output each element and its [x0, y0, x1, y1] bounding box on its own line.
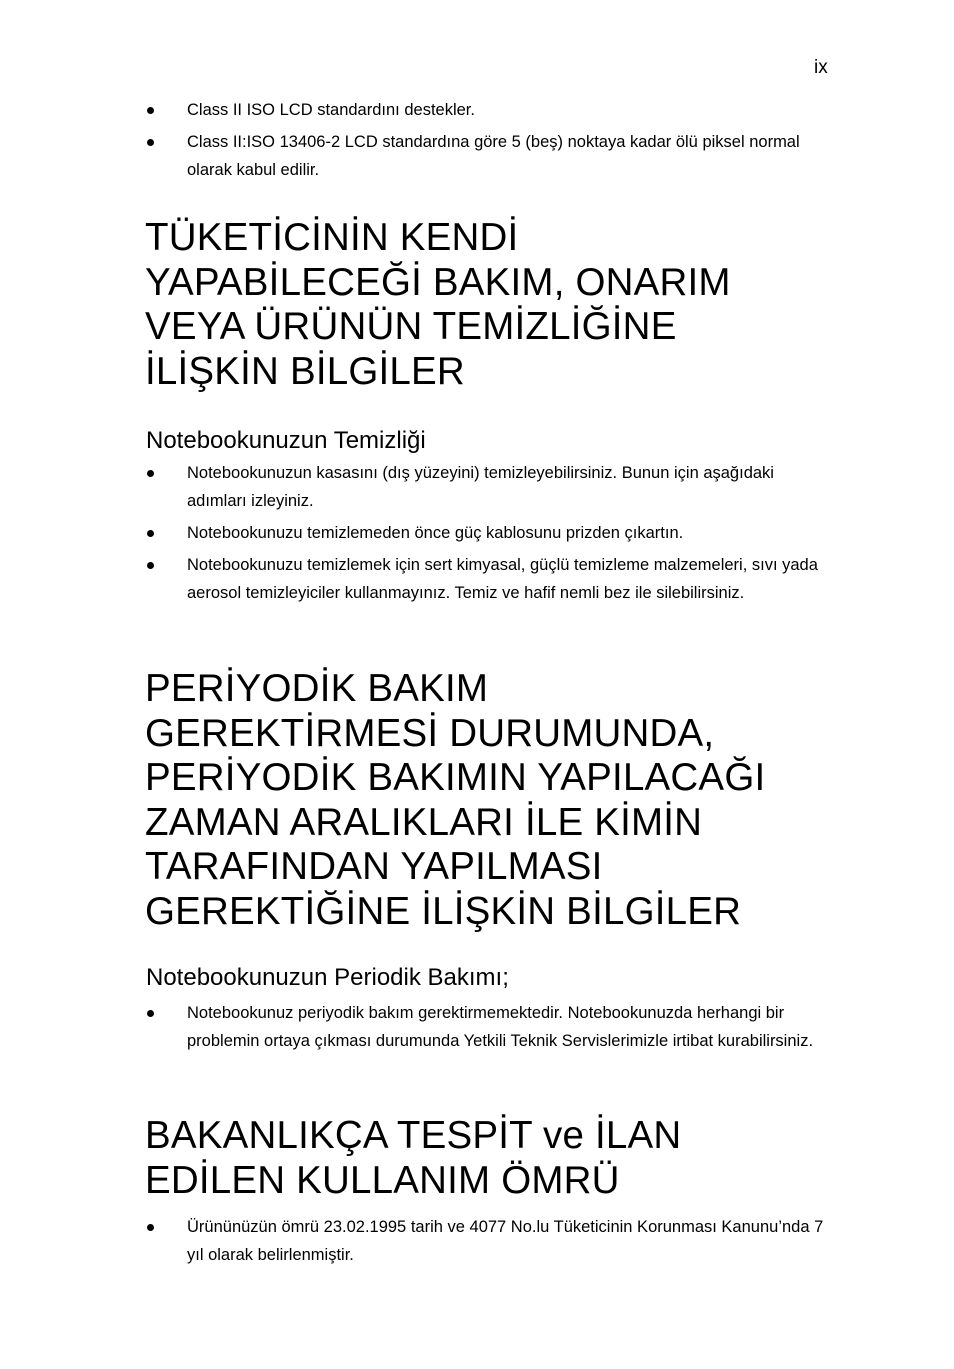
list-item	[146, 459, 836, 515]
heading-line: GEREKTİĞİNE İLİŞKİN BİLGİLER	[145, 889, 742, 933]
heading-line: İLİŞKİN BİLGİLER	[145, 349, 465, 393]
heading-line: PERİYODİK BAKIM	[145, 667, 489, 710]
bullet-icon	[147, 1010, 154, 1017]
periodic-bullet-list	[146, 999, 836, 1059]
section-heading-lifetime	[145, 1114, 681, 1203]
heading-line: TARAFINDAN YAPILMASI	[145, 845, 603, 888]
list-item	[146, 96, 836, 124]
bullet-icon	[147, 470, 154, 477]
bullet-text: Notebookunuzun kasasını (dış yüzeyini) temizleyebilirsiniz. Bunun için aşağıdaki adımları izleyiniz.	[187, 464, 774, 510]
heading-line: BAKANLIKÇA TESPİT ve İLAN	[145, 1114, 682, 1157]
section-heading-consumer-maintenance	[145, 216, 731, 394]
heading-line: TÜKETİCİNİN KENDİ	[145, 216, 519, 259]
page-number: ix	[814, 57, 828, 78]
heading-line: EDİLEN KULLANIM ÖMRÜ	[145, 1158, 620, 1202]
bullet-icon	[147, 530, 154, 537]
list-item	[146, 128, 836, 184]
section-heading-periodic-maintenance	[145, 667, 765, 934]
list-item	[146, 999, 836, 1055]
bullet-text: Ürününüzün ömrü 23.02.1995 tarih ve 4077 No.lu Tüketicinin Korunması Kanunu’nda 7 yıl olarak belirlenmiştir.	[187, 1218, 824, 1264]
list-item	[146, 551, 836, 607]
bullet-text: Notebookunuzu temizlemeden önce güç kablosunu prizden çıkartın.	[187, 524, 684, 542]
bullet-icon	[147, 139, 154, 146]
bullet-icon	[147, 562, 154, 569]
lifetime-bullet-list	[146, 1213, 836, 1273]
bullet-text: Notebookunuzu temizlemek için sert kimyasal, güçlü temizleme malzemeleri, sıvı yada aerosol temizleyiciler kullanmayınız. Temiz ve hafif nemli bez ile silebilirsiniz.	[187, 556, 818, 602]
subheading-cleaning: Notebookunuzun Temizliği	[146, 427, 426, 454]
heading-line: VEYA ÜRÜNÜN TEMİZLİĞİNE	[145, 305, 677, 348]
subheading-periodic: Notebookunuzun Periodik Bakımı;	[146, 964, 509, 991]
heading-line: YAPABİLECEĞİ BAKIM, ONARIM	[145, 260, 731, 304]
intro-bullet-list	[146, 96, 836, 188]
bullet-text: Class II ISO LCD standardını destekler.	[187, 101, 475, 119]
heading-line: GEREKTİRMESİ DURUMUNDA,	[145, 711, 715, 755]
cleaning-bullet-list	[146, 459, 836, 611]
bullet-text: Notebookunuz periyodik bakım gerektirmemektedir. Notebookunuzda herhangi bir problemin ortaya çıkması durumunda Yetkili Teknik Servislerimizle irtibat kurabilirsiniz.	[187, 1004, 814, 1050]
bullet-icon	[147, 1224, 154, 1231]
bullet-icon	[147, 107, 154, 114]
bullet-text: Class II:ISO 13406-2 LCD standardına göre 5 (beş) noktaya kadar ölü piksel normal olarak kabul edilir.	[187, 133, 800, 179]
list-item	[146, 1213, 836, 1269]
heading-line: PERİYODİK BAKIMIN YAPILACAĞI	[145, 756, 766, 799]
heading-line: ZAMAN ARALIKLARI İLE KİMİN	[145, 800, 703, 844]
list-item	[146, 519, 836, 547]
